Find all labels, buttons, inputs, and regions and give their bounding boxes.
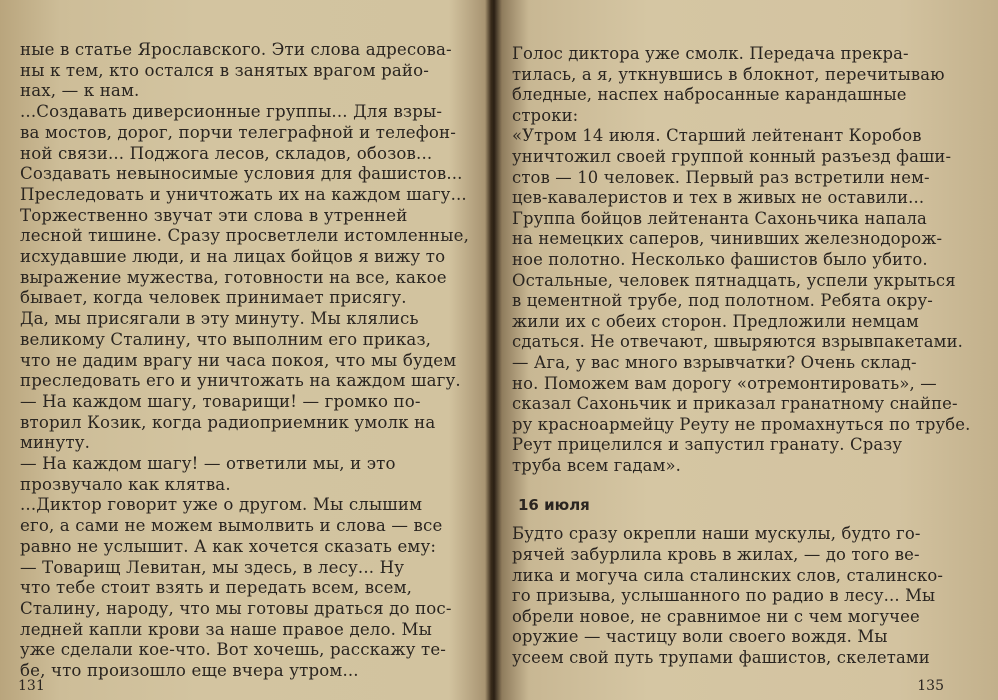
text-line: ледней капли крови за наше правое дело. Мы xyxy=(20,619,432,639)
left-page-text xyxy=(20,40,470,682)
text-line: цев-кавалеристов и тех в живых не оставили... xyxy=(512,188,925,208)
text-line: вторил Козик, когда радиоприемник умолк на xyxy=(20,412,436,432)
text-line: что тебе стоит взять и передать всем, всем, xyxy=(20,578,413,598)
text-line: рячей забурлила кровь в жилах, — до того ве- xyxy=(512,545,920,565)
text-line: Торжественно звучат эти слова в утренней xyxy=(20,205,408,225)
text-line: ...Создавать диверсионные группы... Для взры- xyxy=(20,102,443,122)
text-line: ру красноармейцу Реуту не промахнуться по трубе. xyxy=(512,414,971,434)
text-line: Остальные, человек пятнадцать, успели укрыться xyxy=(512,270,956,290)
text-line: «Утром 14 июля. Старший лейтенант Коробов xyxy=(512,126,922,146)
text-line: уже сделали кое-что. Вот хочешь, расскажу те- xyxy=(20,640,447,660)
text-line: Реут прицелился и запустил гранату. Сразу xyxy=(512,435,903,455)
text-line: нах, — к нам. xyxy=(20,81,140,101)
page-number-right: 135 xyxy=(917,678,944,694)
text-line: ное полотно. Несколько фашистов было убито. xyxy=(512,249,928,269)
text-line: равно не услышит. А как хочется сказать ему: xyxy=(20,536,437,556)
text-line: обрели новое, не сравнимое ни с чем могучее xyxy=(512,606,920,626)
text-line: уничтожил своей группой конный разъезд фаши- xyxy=(512,146,952,166)
text-line: Создавать невыносимые условия для фашистов... xyxy=(20,164,463,184)
text-line: бе, что произошло еще вчера утром... xyxy=(20,661,359,681)
text-line: сказал Сахоньчик и приказал гранатному снайпе- xyxy=(512,394,958,414)
text-line: бледные, наспех набросанные карандашные xyxy=(512,85,907,105)
page-number-left: 131 xyxy=(18,678,45,694)
text-line: труба всем гадам». xyxy=(512,455,682,475)
text-line: Голос диктора уже смолк. Передача прекра- xyxy=(512,44,909,63)
text-line: сдаться. Не отвечают, швыряются взрывпакетами. xyxy=(512,332,964,352)
text-line: оружие — частицу воли своего вождя. Мы xyxy=(512,627,888,647)
text-line: тилась, а я, уткнувшись в блокнот, перечитываю xyxy=(512,64,945,84)
text-line: строки: xyxy=(512,105,579,125)
text-line: великому Сталину, что выполним его приказ, xyxy=(20,329,432,349)
text-line: на немецких саперов, чинивших железнодорож- xyxy=(512,229,943,249)
text-line: жили их с обеих сторон. Предложили немцам xyxy=(512,311,919,331)
text-line: — Товарищ Левитан, мы здесь, в лесу... Ну xyxy=(20,557,405,577)
text-line: минуту. xyxy=(20,433,91,453)
text-line: ва мостов, дорог, порчи телеграфной и телефон- xyxy=(20,122,456,142)
text-line: Преследовать и уничтожать их на каждом шагу... xyxy=(20,184,467,204)
text-line: — На каждом шагу! — ответили мы, и это xyxy=(20,454,396,474)
text-line: преследовать его и уничтожать на каждом шагу. xyxy=(20,371,461,391)
text-line: в цементной трубе, под полотном. Ребята окру- xyxy=(512,291,933,311)
text-line: лика и могуча сила сталинских слов, сталинско- xyxy=(512,565,944,585)
text-line: Группа бойцов лейтенанта Сахоньчика напала xyxy=(512,208,927,228)
text-line: ...Диктор говорит уже о другом. Мы слышим xyxy=(20,495,423,515)
text-line: бывает, когда человек принимает присягу. xyxy=(20,288,407,308)
text-line: Будто сразу окрепли наши мускулы, будто го- xyxy=(512,524,921,544)
text-line: ной связи... Поджога лесов, складов, обозов... xyxy=(20,143,433,163)
text-line: прозвучало как клятва. xyxy=(20,474,231,494)
text-line: выражение мужества, готовности на все, какое xyxy=(20,267,447,287)
text-line: — На каждом шагу, товарищи! — громко по- xyxy=(20,391,421,411)
section-heading: 16 июля xyxy=(518,496,590,515)
text-line: усеем свой путь трупами фашистов, скелетами xyxy=(512,648,930,668)
text-line: лесной тишине. Сразу просветлели истомленные, xyxy=(20,226,470,246)
text-line: ные в статье Ярославского. Эти слова адресова- xyxy=(20,40,452,59)
text-line: его, а сами не можем вымолвить и слова — все xyxy=(20,516,443,536)
text-line: Да, мы присягали в эту минуту. Мы клялись xyxy=(20,309,419,329)
text-line: что не дадим врагу ни часа покоя, что мы будем xyxy=(20,350,457,370)
left-page xyxy=(0,0,486,700)
text-line: но. Поможем вам дорогу «отремонтировать», — xyxy=(512,373,937,393)
right-page xyxy=(500,0,998,700)
text-line: — Ага, у вас много взрывчатки? Очень склад- xyxy=(512,352,917,372)
text-line: го призыва, услышанного по радио в лесу... Мы xyxy=(512,586,936,606)
right-page-text xyxy=(512,44,971,669)
text-line: стов — 10 человек. Первый раз встретили нем- xyxy=(512,167,930,187)
text-line: исхудавшие люди, и на лицах бойцов я вижу то xyxy=(20,247,446,267)
text-line: ны к тем, кто остался в занятых врагом райо- xyxy=(20,60,429,80)
text-line: Сталину, народу, что мы готовы драться до пос- xyxy=(20,598,452,618)
